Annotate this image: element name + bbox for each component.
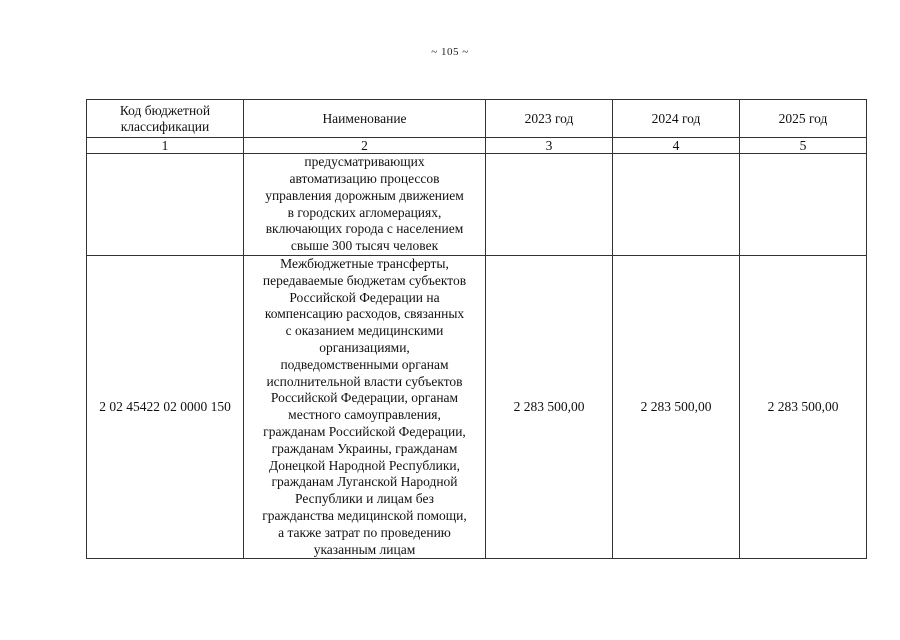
column-number-1: 1 — [87, 138, 244, 154]
row-name-line: автоматизацию процессов — [289, 170, 440, 186]
row-name-line: указанным лицам — [313, 541, 416, 557]
row-name-line: гражданам Российской Федерации, — [263, 423, 466, 439]
row-amount-2023 — [486, 154, 613, 256]
row-name-line: компенсацию расходов, связанных — [264, 306, 465, 322]
column-number-4: 4 — [613, 138, 740, 154]
row-name-line: Донецкой Народной Республики, — [268, 457, 461, 473]
row-budget-code — [87, 154, 244, 256]
row-name-line: предусматривающих — [304, 154, 425, 170]
column-number-row — [87, 138, 867, 154]
row-name-line: Российской Федерации, органам — [270, 390, 459, 406]
budget-table — [86, 99, 867, 559]
header-2025: 2025 год — [740, 100, 867, 138]
column-number-3: 3 — [486, 138, 613, 154]
table-row — [87, 256, 867, 559]
page-number: ~ 105 ~ — [431, 46, 469, 58]
row-name — [244, 256, 486, 559]
row-name-line: а также затрат по проведению — [278, 524, 451, 540]
row-amount-2025 — [740, 154, 867, 256]
row-name-line: подведомственными органам — [280, 356, 449, 372]
header-budget-code-line2: классификации — [120, 118, 210, 134]
header-2023: 2023 год — [486, 100, 613, 138]
table-header-row — [87, 100, 867, 138]
row-name-line: гражданам Луганской Народной — [271, 474, 458, 490]
row-name-line: свыше 300 тысяч человек — [290, 238, 439, 254]
row-name-line: Межбюджетные трансферты, — [280, 256, 449, 271]
header-2024: 2024 год — [613, 100, 740, 138]
column-number-5: 5 — [740, 138, 867, 154]
row-name-line: местного самоуправления, — [288, 407, 441, 423]
row-name-line: гражданства медицинской помощи, — [262, 507, 467, 523]
row-amount-2023: 2 283 500,00 — [486, 256, 613, 559]
table-row — [87, 154, 867, 256]
header-budget-code-line1: Код бюджетной — [119, 102, 211, 118]
row-name-line: с оказанием медицинскими — [285, 323, 444, 339]
row-amount-2024: 2 283 500,00 — [613, 256, 740, 559]
header-name: Наименование — [244, 100, 486, 138]
row-name-line: исполнительной власти субъектов — [266, 373, 463, 389]
row-name-line: в городских агломерациях, — [287, 204, 442, 220]
row-name — [244, 154, 486, 256]
row-amount-2025: 2 283 500,00 — [740, 256, 867, 559]
row-name-line: Республики и лицам без — [295, 491, 434, 507]
row-name-line: включающих города с населением — [265, 221, 464, 237]
row-amount-2024 — [613, 154, 740, 256]
row-name-line: гражданам Украины, гражданам — [271, 440, 458, 456]
row-name-line: управления дорожным движением — [265, 187, 464, 203]
row-budget-code: 2 02 45422 02 0000 150 — [87, 256, 244, 559]
row-name-line: организациями, — [319, 339, 410, 355]
row-name-line: Российской Федерации на — [289, 289, 440, 305]
column-number-2: 2 — [244, 138, 486, 154]
header-budget-code — [87, 100, 244, 138]
row-name-line: передаваемые бюджетам субъектов — [262, 272, 467, 288]
